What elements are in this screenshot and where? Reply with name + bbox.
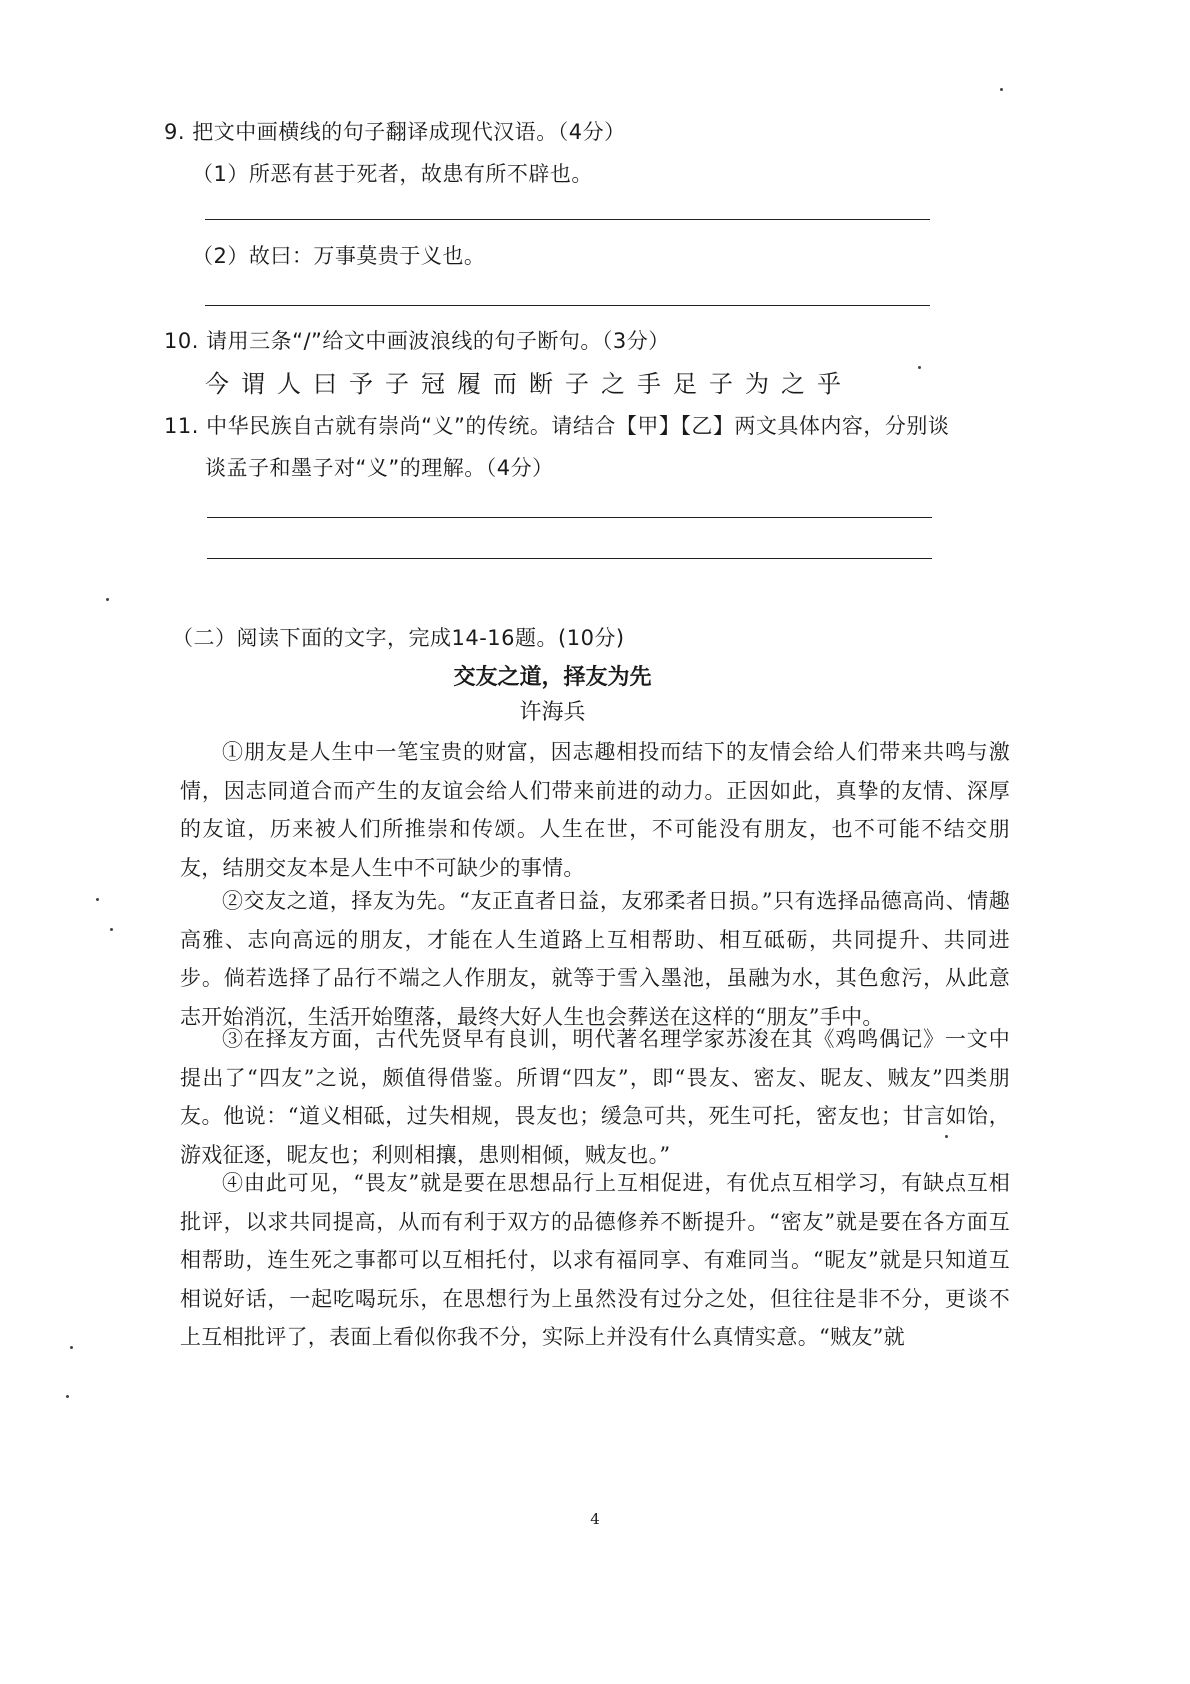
answer-line-11-1[interactable] xyxy=(207,517,932,518)
article-author: 许海兵 xyxy=(519,700,586,725)
article-title: 交友之道，择友为先 xyxy=(453,665,652,690)
article-paragraph-2: ②交友之道，择友为先。“友正直者日益，友邪柔者日损。”只有选择品德高尚、情趣高雅、志向高远的朋友，才能在人生道路上互相帮助、相互砥砺，共同提升、共同进步。倘若选择了品行不端之人作朋友，就等于雪入墨池，虽融为水，其色愈污，从此意志开始消沉，生活开始堕落，最终大好人生也会葬送在这样的“朋友”手中。 xyxy=(180,889,1010,1029)
question-9-item-2: （2）故曰：万事莫贵于义也。 xyxy=(192,244,486,268)
question-11-stem-line-1: 11. 中华民族自古就有崇尚“义”的传统。请结合【甲】【乙】两文具体内容，分别谈 xyxy=(164,414,950,438)
question-9-item-1: （1）所恶有甚于死者，故患有所不辟也。 xyxy=(192,162,593,186)
question-10-stem: 10. 请用三条“/”给文中画波浪线的句子断句。（3分） xyxy=(164,329,670,353)
answer-line-9-1[interactable] xyxy=(205,219,930,220)
question-9-stem: 9. 把文中画横线的句子翻译成现代汉语。（4分） xyxy=(164,120,626,144)
scan-speck xyxy=(66,1395,69,1398)
scan-speck xyxy=(110,928,113,931)
answer-line-11-2[interactable] xyxy=(207,558,932,559)
scan-speck xyxy=(945,1135,948,1138)
article-paragraph-4: ④由此可见，“畏友”就是要在思想品行上互相促进，有优点互相学习，有缺点互相批评，以求共同提高，从而有利于双方的品德修养不断提升。“密友”就是要在各方面互相帮助，连生死之事都可以互相托付，以求有福同享、有难同当。“昵友”就是只知道互相说好话，一起吃喝玩乐，在思想行为上虽然没有过分之处，但往往是非不分，更谈不上互相批评了，表面上看似你我不分，实际上并没有什么真情实意。“贼友”就 xyxy=(180,1171,1010,1349)
question-10-sentence: 今谓人曰予子冠履而断子之手足子为之乎 xyxy=(205,370,853,398)
answer-line-9-2[interactable] xyxy=(205,305,930,306)
section-2-heading: （二）阅读下面的文字，完成14-16题。(10分) xyxy=(172,626,625,650)
scan-speck xyxy=(96,898,99,901)
scan-speck xyxy=(1000,88,1003,91)
question-11-stem-line-2: 谈孟子和墨子对“义”的理解。（4分） xyxy=(205,456,554,480)
scan-speck xyxy=(918,366,921,369)
article-paragraph-1: ①朋友是人生中一笔宝贵的财富，因志趣相投而结下的友情会给人们带来共鸣与激情，因志同道合而产生的友谊会给人们带来前进的动力。正因如此，真挚的友情、深厚的友谊，历来被人们所推崇和传颂。人生在世，不可能没有朋友，也不可能不结交朋友，结朋交友本是人生中不可缺少的事情。 xyxy=(180,740,1010,880)
scan-speck xyxy=(106,598,109,601)
page-number: 4 xyxy=(590,1510,600,1528)
article-paragraph-3: ③在择友方面，古代先贤早有良训，明代著名理学家苏浚在其《鸡鸣偶记》一文中提出了“四友”之说，颇值得借鉴。所谓“四友”，即“畏友、密友、昵友、贼友”四类朋友。他说：“道义相砥，过失相规，畏友也；缓急可共，死生可托，密友也；甘言如饴，游戏征逐，昵友也；利则相攘，患则相倾，贼友也。” xyxy=(180,1027,1010,1167)
scan-speck xyxy=(70,1346,73,1349)
